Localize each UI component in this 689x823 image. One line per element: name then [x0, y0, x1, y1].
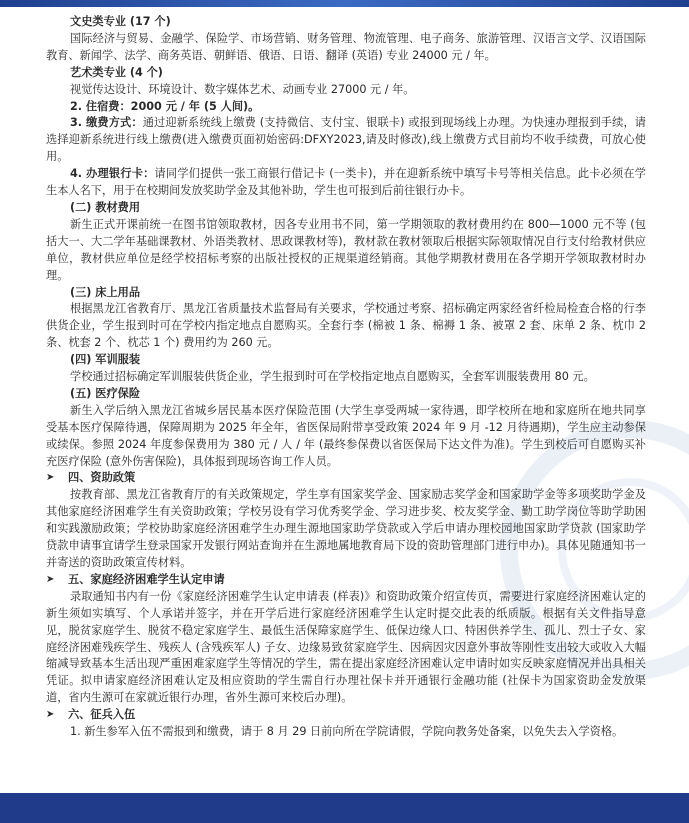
uniform-heading: (四) 军训服装 — [70, 353, 141, 367]
section-aid-title: 四、资助政策 — [68, 471, 136, 485]
section-military-title: 六、征兵入伍 — [68, 708, 136, 722]
section-aid-text: 按教育部、黑龙江省教育厅的有关政策规定，学生享有国家奖学金、国家励志奖学金和国家助学金等多项奖助学金及其他家庭经济困难学生有关资助政策；学校另设有学习优秀奖学金、学习进步奖、校友奖学金、勤工助学岗位等助学助困和实践激励政策；学校协助家庭经济困难学生办理生源地国家助学贷款或入学后申请办理校园地国家助学贷款 (国家助学贷款申请事宜请学生登录国家开发银行网站查询并在生源地属地教育局下设的资助管理部门进行申办)。具体见随通知书一并寄送的资助政策宣传材料。 — [46, 488, 646, 569]
textbook-heading: (二) 教材费用 — [70, 200, 141, 214]
insurance-heading: (五) 医疗保险 — [70, 386, 141, 400]
section-hardship-title: 五、家庭经济困难学生认定申请 — [68, 572, 225, 586]
art-majors-text: 视觉传达设计、环境设计、数字媒体艺术、动画专业 27000 元 / 年。 — [70, 82, 415, 96]
section-aid-heading — [46, 470, 646, 487]
insurance-text: 新生入学后纳入黑龙江省城乡居民基本医疗保险范围 (大学生享受两城一家待遇，即学校所在地和家庭所在地共同享受基本医疗保障待遇，保障周期为 2025 年全年，省医保局附带享受政策 2024 年 9 月 -12 月待遇期)，学生应主动参保或续保。参照 2024 年度参保费用为 380 元 / 人 / 年 (最终参保费以省医保局下达文件为准)。学生到校后可自愿购买补充医疗保险 (意外伤害保险)，具体报到现场咨询工作人员。 — [46, 403, 646, 468]
bank-card-label: 4. 办理银行卡： — [70, 167, 155, 181]
bedding-heading: (三) 床上用品 — [70, 285, 141, 299]
payment-method — [46, 115, 646, 166]
textbook-text: 新生正式开课前统一在图书馆领取教材，因各专业用书不同，第一学期领取的教材费用约在 800—1000 元不等 (包括大一、大二学年基础课教材、外语类教材、思政课教材等)，教材款在教材领取后根据实际领取情况自行支付给教材供应单位，教材供应单位是经学校招标考察的出版社授权的正规渠道经销商。其他学期教材费用在各学期开学领取教材时办理。 — [46, 217, 646, 282]
document-body — [46, 14, 646, 741]
section-hardship-text: 录取通知书内有一份《家庭经济困难学生认定申请表 (样表)》和资助政策介绍宣传页，需要进行家庭经济困难认定的新生须如实填写、个人承诺并签字，并在开学后进行家庭经济困难学生认定时提交此表的纸质版。根据有关文件指导意见，脱贫家庭学生、脱贫不稳定家庭学生、最低生活保障家庭学生、低保边缘人口、特困供养学生、孤儿、烈士子女、家庭经济困难残疾学生、残疾人 (含残疾军人) 子女、边缘易致贫家庭学生、因病因灾因意外事故等刚性支出较大或收入大幅缩减导致基本生活出现严重困难家庭学生等情况的学生，需在提出家庭经济困难认定申请时如实反映家庭情况并出具相关凭证。拟申请家庭经济困难认定及相应资助的学生需自行办理社保卡并开通银行金融功能 (社保卡为国家资助金发放渠道，省内生源可在家就近银行办理，省外生源可来校后办理)。 — [46, 589, 646, 705]
arts-majors-text: 国际经济与贸易、金融学、保险学、市场营销、财务管理、物流管理、电子商务、旅游管理、汉语言文学、汉语国际教育、新闻学、法学、商务英语、朝鲜语、俄语、日语、翻译 (英语) 专业 24000 元 / 年。 — [46, 31, 646, 62]
arrow-right-icon: ➤ — [46, 472, 55, 484]
payment-method-label: 3. 缴费方式： — [70, 116, 143, 130]
bank-card — [46, 166, 646, 200]
bedding-text: 根据黑龙江省教育厅、黑龙江省质量技术监督局有关要求，学校通过考察、招标确定两家经省纤检局检查合格的行李供货企业，学生报到时可在学校内指定地点自愿购买。全套行李 (棉被 1 条、棉褥 1 条、被罩 2 套、床单 2 条、枕巾 2 条、枕套 2 个、枕芯 1 个) 费用约为 260 元。 — [46, 302, 646, 350]
arrow-right-icon: ➤ — [46, 573, 55, 585]
lodging-fee: 2. 住宿费：2000 元 / 年 (5 人间)。 — [70, 99, 260, 113]
art-majors-heading: 艺术类专业 (4 个) — [70, 65, 163, 79]
section-hardship-heading — [46, 572, 646, 589]
payment-method-text: 通过迎新系统线上缴费 (支持微信、支付宝、银联卡) 或报到现场线上办理。为快速办理报到手续，请选择迎新系统进行线上缴费(进入缴费页面初始密码:DFXY2023,请及时修改),线上缴费方式目前均不收手续费，可放心使用。 — [46, 116, 646, 164]
bottom-decorative-bar — [0, 793, 689, 823]
bank-card-text: 请同学们提供一张工商银行借记卡 (一类卡)，并在迎新系统中填写卡号等相关信息。此卡必须在学生本人名下，用于在校期间发放奖助学金及其他补助，学生也可报到后前往银行办卡。 — [46, 167, 646, 198]
arrow-right-icon: ➤ — [46, 709, 55, 721]
uniform-text: 学校通过招标确定军训服装供货企业，学生报到时可在学校指定地点自愿购买，全套军训服装费用 80 元。 — [70, 370, 595, 384]
top-decorative-bar — [0, 0, 689, 7]
arts-majors-heading: 文史类专业 (17 个) — [70, 15, 171, 28]
section-military-text: 1. 新生参军入伍不需报到和缴费，请于 8 月 29 日前向所在学院请假，学院向教务处备案，以免失去入学资格。 — [70, 725, 624, 739]
section-military-heading — [46, 707, 646, 724]
